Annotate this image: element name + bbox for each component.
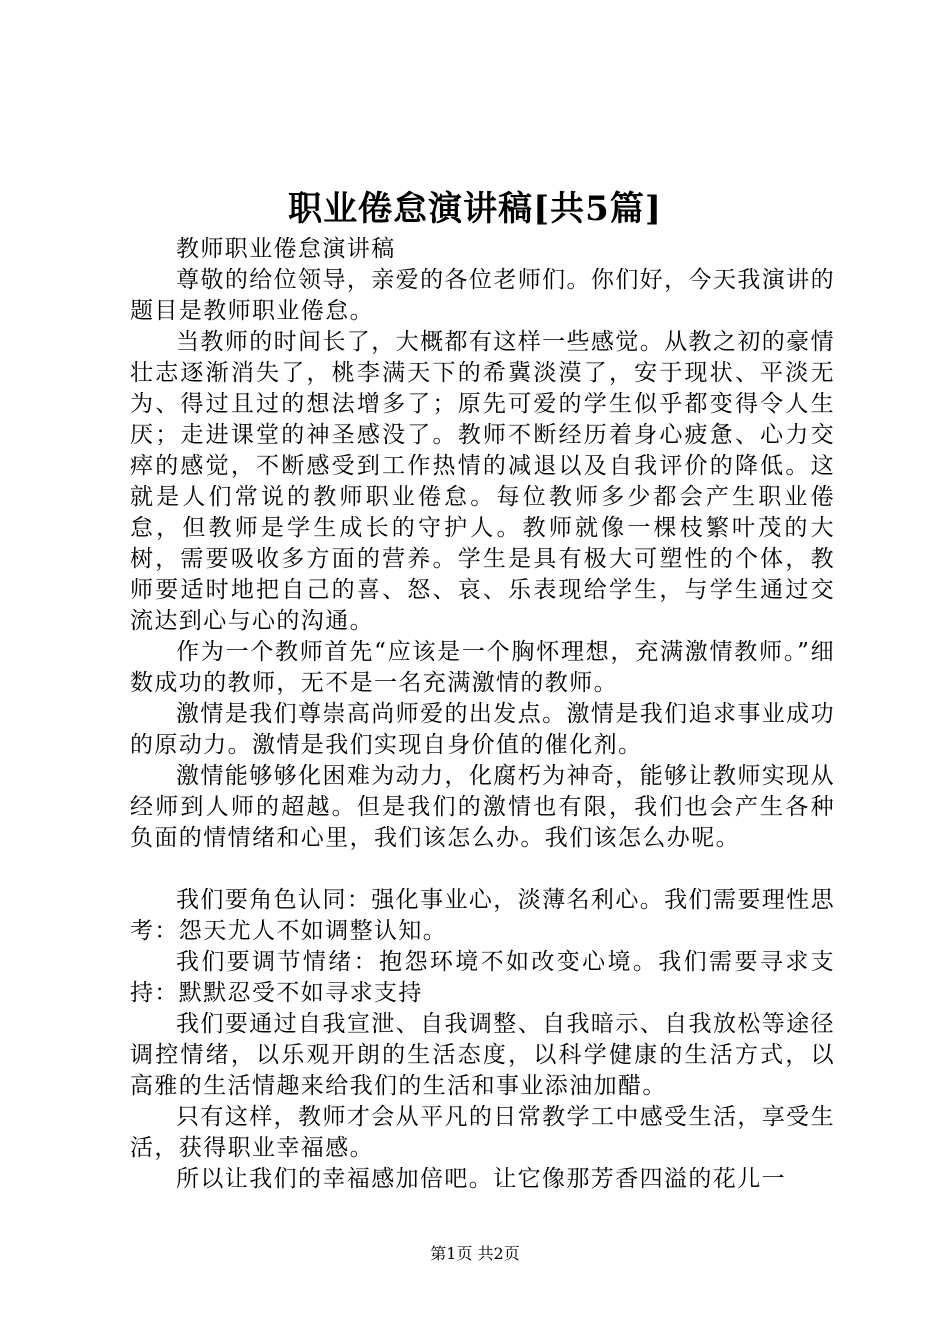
paragraph: 所以让我们的幸福感加倍吧。让它像那芳香四溢的花儿一 [176,1166,786,1192]
paragraph: 我们要调节情绪：抱怨环境不如改变心境。我们需要寻求支持：默默忍受不如寻求支持 [130,949,835,1006]
document-body [130,234,835,1195]
paragraph: 作为一个教师首先“应该是一个胸怀理想，充满激情教师。”细数成功的教师，无不是一名充满激情的教师。 [130,639,835,696]
paragraph: 只有这样，教师才会从平凡的日常教学工中感受生活，享受生活，获得职业幸福感。 [130,1104,835,1161]
paragraph-subtitle: 教师职业倦怠演讲稿 [176,236,396,262]
paragraph: 当教师的时间长了，大概都有这样一些感觉。从教之初的豪情壮志逐渐消失了，桃李满天下的希冀淡漠了，安于现状、平淡无为、得过且过的想法增多了；原先可爱的学生似乎都变得令人生厌；走进课堂的神圣感没了。教师不断经历着身心疲惫、心力交瘁的感觉，不断感受到工作热情的减退以及自我评价的降低。这就是人们常说的教师职业倦怠。每位教师多少都会产生职业倦怠，但教师是学生成长的守护人。教师就像一棵枝繁叶茂的大树，需要吸收多方面的营养。学生是具有极大可塑性的个体，教师要适时地把自己的喜、怒、哀、乐表现给学生，与学生通过交流达到心与心的沟通。 [130,329,835,634]
paragraph: 我们要通过自我宣泄、自我调整、自我暗示、自我放松等途径调控情绪，以乐观开朗的生活态度，以科学健康的生活方式，以高雅的生活情趣来给我们的生活和事业添油加醋。 [130,1011,835,1099]
paragraph: 我们要角色认同：强化事业心，淡薄名利心。我们需要理性思考：怨天尤人不如调整认知。 [130,887,835,944]
paragraph: 尊敬的给位领导，亲爱的各位老师们。你们好，今天我演讲的题目是教师职业倦怠。 [130,267,835,324]
paragraph: 激情能够够化困难为动力，化腐朽为神奇，能够让教师实现从经师到人师的超越。但是我们的激情也有限，我们也会产生各种负面的情情绪和心里，我们该怎么办。我们该怎么办呢。 [130,763,835,851]
paragraph: 激情是我们尊崇高尚师爱的出发点。激情是我们追求事业成功的原动力。激情是我们实现自身价值的催化剂。 [130,701,835,758]
page-number-footer: 第1页 共2页 [430,1244,520,1263]
document-title: 职业倦怠演讲稿[共5篇] [288,189,662,229]
